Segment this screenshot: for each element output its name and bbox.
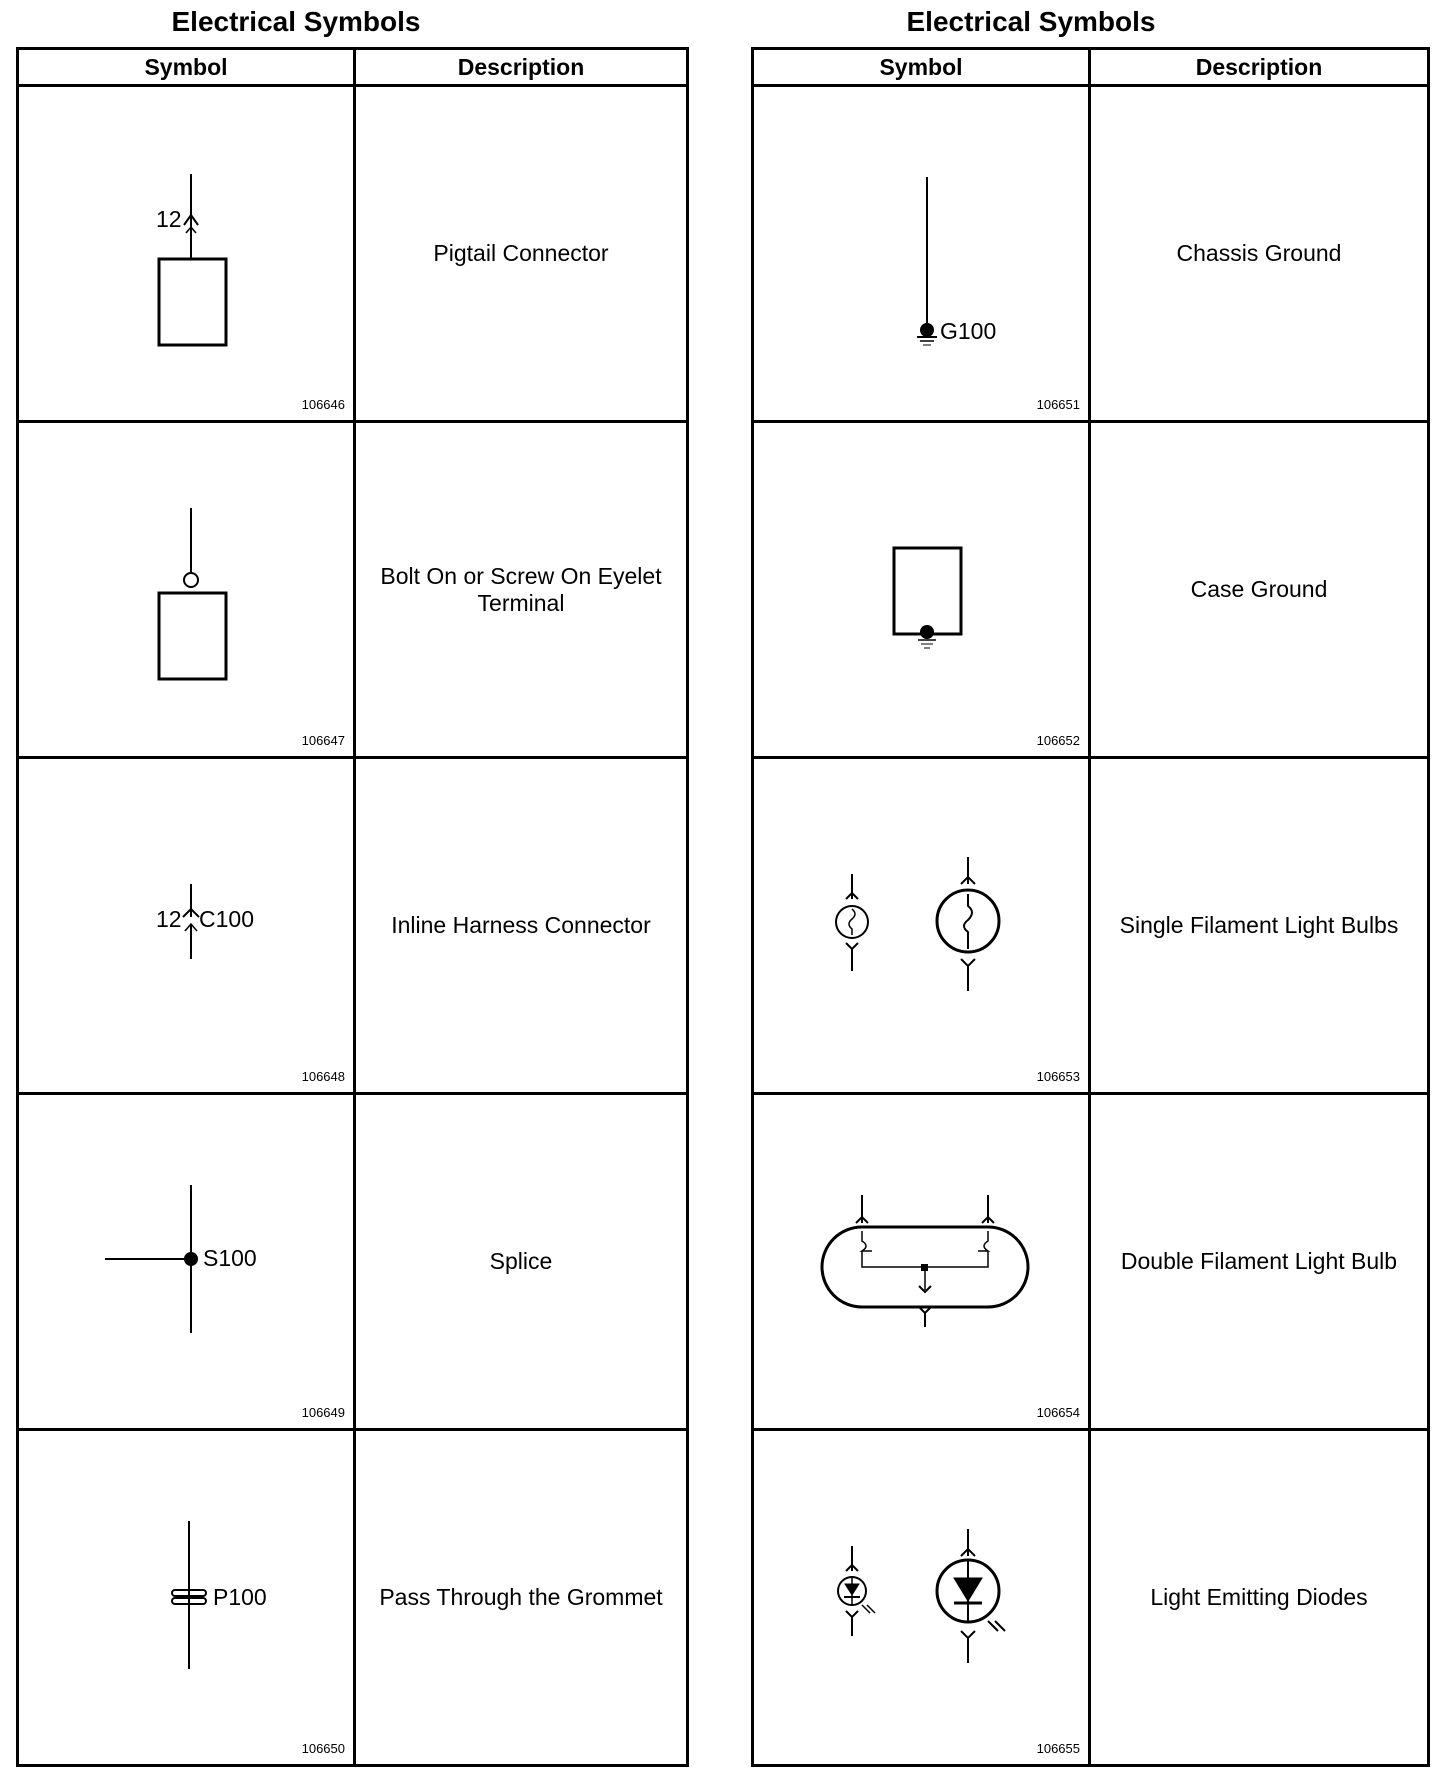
symbol-cell [753, 758, 1090, 1094]
splice-symbol [19, 1095, 356, 1428]
double-filament-bulb-symbol [754, 1095, 1091, 1428]
symbol-id: 106651 [1036, 397, 1080, 412]
ground-label: G100 [940, 318, 997, 344]
description-cell: Single Filament Light Bulbs [1090, 758, 1429, 1094]
connector-label: C100 [199, 906, 254, 932]
table-row [753, 758, 1429, 1094]
symbol-header: Symbol [18, 49, 355, 86]
symbol-id: 106653 [1036, 1069, 1080, 1084]
left-title: Electrical Symbols [171, 6, 421, 37]
symbol-cell [753, 422, 1090, 758]
inline-harness-connector-symbol [19, 759, 356, 1092]
description-cell: Case Ground [1090, 422, 1429, 758]
table-row [18, 86, 688, 422]
symbol-id: 106654 [1036, 1405, 1080, 1420]
table-row [18, 422, 688, 758]
description-cell: Bolt On or Screw On Eyelet Terminal [355, 422, 688, 758]
table-row [753, 1094, 1429, 1430]
eyelet-terminal-symbol [19, 423, 356, 756]
case-ground-symbol [754, 423, 1091, 756]
description-header: Description [1090, 49, 1429, 86]
grommet-symbol [19, 1431, 356, 1764]
symbol-cell [18, 86, 355, 422]
symbol-cell [18, 758, 355, 1094]
right-title: Electrical Symbols [906, 6, 1156, 37]
header-row [753, 49, 1429, 86]
right-symbols-table [751, 47, 1430, 1767]
left-symbols-table [16, 47, 689, 1767]
symbol-id: 106652 [1036, 733, 1080, 748]
description-cell: Chassis Ground [1090, 86, 1429, 422]
symbol-header: Symbol [753, 49, 1090, 86]
description-cell: Pass Through the Grommet [355, 1430, 688, 1766]
symbol-cell [18, 1094, 355, 1430]
description-cell: Pigtail Connector [355, 86, 688, 422]
wire-number-label: 12 [156, 906, 182, 932]
table-row [753, 86, 1429, 422]
symbol-cell [18, 422, 355, 758]
table-row [753, 1430, 1429, 1766]
table-row [18, 1430, 688, 1766]
chassis-ground-symbol [754, 87, 1091, 420]
description-cell: Light Emitting Diodes [1090, 1430, 1429, 1766]
splice-label: S100 [203, 1245, 257, 1271]
wire-number-label: 12 [156, 206, 182, 232]
table-row [753, 422, 1429, 758]
description-cell: Splice [355, 1094, 688, 1430]
symbol-id: 106647 [301, 733, 345, 748]
led-symbol [754, 1431, 1091, 1764]
symbol-cell [753, 86, 1090, 422]
table-row [18, 758, 688, 1094]
description-header: Description [355, 49, 688, 86]
symbol-cell [753, 1430, 1090, 1766]
single-filament-bulbs-symbol [754, 759, 1091, 1092]
header-row [18, 49, 688, 86]
pigtail-connector-symbol [19, 87, 356, 420]
symbol-id: 106649 [301, 1405, 345, 1420]
symbol-id: 106650 [301, 1741, 345, 1756]
symbol-cell [18, 1430, 355, 1766]
symbol-id: 106648 [301, 1069, 345, 1084]
table-row [18, 1094, 688, 1430]
description-cell: Inline Harness Connector [355, 758, 688, 1094]
symbol-id: 106655 [1036, 1741, 1080, 1756]
grommet-label: P100 [213, 1584, 267, 1610]
description-cell: Double Filament Light Bulb [1090, 1094, 1429, 1430]
symbol-cell [753, 1094, 1090, 1430]
symbol-id: 106646 [301, 397, 345, 412]
